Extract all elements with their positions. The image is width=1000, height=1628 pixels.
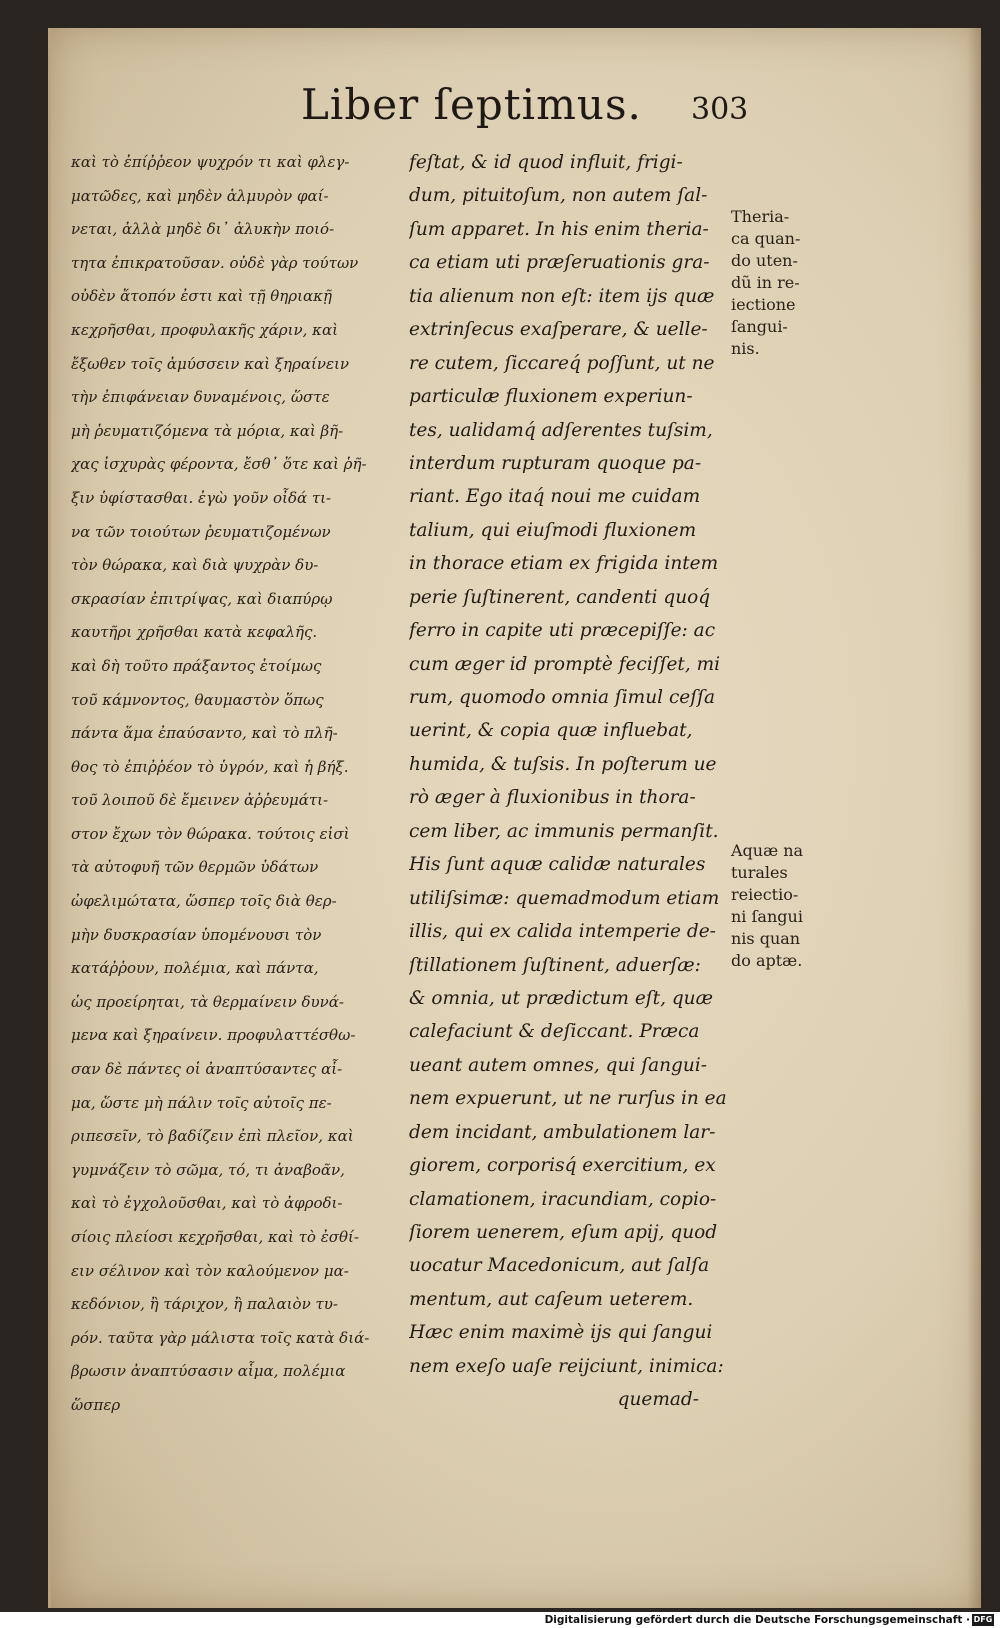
note2-line: reiectio- xyxy=(731,885,799,904)
latin-line: uocatur Macedonicum, aut ſalſa xyxy=(409,1255,710,1277)
latin-line: nem expuerunt, ut ne rurſus in ea xyxy=(409,1088,727,1110)
note2-line: do aptæ. xyxy=(731,951,803,970)
greek-line: καυτῆρι χρῆσθαι κατὰ κεφαλῆς. xyxy=(71,623,318,642)
latin-line: tia alienum non eſt: item ijs quæ xyxy=(409,285,715,307)
latin-line: mentum, aut caſeum ueterem. xyxy=(409,1288,694,1310)
greek-line: βρωσιν ἀναπτύσασιν αἷμα, πολέμια xyxy=(71,1362,346,1381)
running-title: Liber ſeptimus. xyxy=(301,80,642,129)
latin-line: clamationem, iracundiam, copio- xyxy=(409,1188,717,1210)
greek-line: τοῦ κάμνοντος, θαυμαστὸν ὅπως xyxy=(71,690,324,709)
greek-line: να τῶν τοιούτων ῥευματιζομένων xyxy=(71,522,331,541)
footer-credit-text: Digitalisierung gefördert durch die Deutsche Forschungsgemeinschaft · xyxy=(544,1614,970,1626)
latin-line: giorem, corporisq́ exercitium, ex xyxy=(409,1155,716,1177)
greek-line: τοῦ λοιποῦ δὲ ἔμεινεν ἀῤῥευμάτι- xyxy=(71,791,329,810)
greek-line: οὐδὲν ἄτοπόν ἐστι καὶ τῇ θηριακῇ xyxy=(71,287,332,306)
greek-line: ὡς προείρηται, τὰ θερμαίνειν δυνά- xyxy=(71,992,344,1011)
greek-line: γυμνάζειν τὸ σῶμα, τό, τι ἀναβοᾶν, xyxy=(71,1160,345,1179)
note1-line: dũ in re- xyxy=(731,273,800,292)
greek-line: τὴν ἐπιφάνειαν δυναμένοις, ὥστε xyxy=(71,388,330,407)
note2-line: nis quan xyxy=(731,929,801,948)
latin-line: cum æger id promptè feciſſet, mi xyxy=(409,653,721,675)
note2-line: Aquæ na xyxy=(731,841,804,860)
greek-line: τητα ἐπικρατοῦσαν. οὐδὲ γὰρ τούτων xyxy=(71,253,359,272)
latin-line: dum, pituitoſum, non autem ſal- xyxy=(409,185,708,207)
latin-line: re cutem, ſiccareq́ poſſunt, ut ne xyxy=(409,352,715,374)
greek-line: κατάῤῥουν, πολέμια, καὶ πάντα, xyxy=(71,959,319,978)
page-edge-shadow xyxy=(967,28,981,1608)
latin-line: rò æger à fluxionibus in thora- xyxy=(409,787,696,809)
dfg-logo: DFG xyxy=(973,1615,993,1624)
greek-line: καὶ δὴ τοῦτο πράξαντος ἑτοίμως xyxy=(71,656,322,675)
greek-line: ὠφελιμώτατα, ὥσπερ τοῖς διὰ θερ- xyxy=(71,892,337,911)
greek-line: πάντα ἅμα ἐπαύσαντο, καὶ τὸ πλῆ- xyxy=(71,724,338,743)
greek-line: θος τὸ ἐπιῤῥέον τὸ ὑγρόν, καὶ ἡ βήξ. xyxy=(71,757,349,776)
greek-line: ριπεσεῖν, τὸ βαδίζειν ἐπὶ πλεῖον, καὶ xyxy=(71,1127,354,1146)
greek-line: τὰ αὐτοφυῆ τῶν θερμῶν ὑδάτων xyxy=(71,858,319,877)
greek-line: τὸν θώρακα, καὶ διὰ ψυχρὰν δυ- xyxy=(71,556,319,575)
note1-line: do uten- xyxy=(731,251,798,270)
note1-line: Theria- xyxy=(731,207,790,226)
book-page xyxy=(48,28,981,1608)
margin-note-aquae xyxy=(731,840,841,972)
latin-line: perie ſuſtinerent, candenti quoq́ xyxy=(409,586,711,608)
greek-line: νεται, ἀλλὰ μηδὲ δι᾽ ἁλυκὴν ποιό- xyxy=(71,220,335,239)
greek-line: μενα καὶ ξηραίνειν. προφυλαττέσθω- xyxy=(71,1026,356,1045)
latin-line: nem exeſo uaſe reijciunt, inimica: xyxy=(409,1355,724,1377)
latin-line: interdum rupturam quoque pa- xyxy=(409,452,702,474)
greek-line: ματῶδες, καὶ μηδὲν ἁλμυρὸν φαί- xyxy=(71,186,329,205)
note1-line: ſangui- xyxy=(731,317,788,336)
latin-line: extrinſecus exaſperare, & uelle- xyxy=(409,319,708,341)
greek-line: ρόν. ταῦτα γὰρ μάλιστα τοῖς κατὰ διά- xyxy=(71,1328,370,1347)
greek-line: κεχρῆσθαι, προφυλακῆς χάριν, καὶ xyxy=(71,320,338,339)
latin-line: humida, & tuſsis. In poſterum ue xyxy=(409,753,717,775)
latin-line: ca etiam uti præſeruationis gra- xyxy=(409,252,710,274)
greek-line: ξιν ὑφίστασθαι. ἐγὼ γοῦν οἶδά τι- xyxy=(71,488,332,507)
greek-line: σκρασίαν ἐπιτρίψας, καὶ διαπύρῳ xyxy=(71,589,333,608)
greek-line: μα, ὥστε μὴ πάλιν τοῖς αὐτοῖς πε- xyxy=(71,1093,332,1112)
latin-text-column xyxy=(409,146,739,1417)
latin-line: Hæc enim maximè ijs qui ſangui xyxy=(409,1322,713,1344)
greek-line: καὶ τὸ ἐπίῤῥεον ψυχρόν τι καὶ φλεγ- xyxy=(71,153,350,171)
digitization-footer xyxy=(0,1612,1000,1628)
greek-line: χας ἰσχυρὰς φέροντα, ἔσθ᾽ ὅτε καὶ ῥῆ- xyxy=(71,455,367,474)
greek-line: σίοις πλείοσι κεχρῆσθαι, καὶ τὸ ἐσθί- xyxy=(71,1228,359,1246)
latin-line: ueant autem omnes, qui ſangui- xyxy=(409,1054,707,1076)
greek-text-column xyxy=(71,146,413,1423)
latin-line: & omnia, ut prædictum eſt, quæ xyxy=(409,987,713,1009)
latin-line: utiliſsimæ: quemadmodum etiam xyxy=(409,887,720,909)
folio-number: 303 xyxy=(691,92,749,127)
latin-line: tes, ualidamq́ adſerentes tuſsim, xyxy=(409,419,713,441)
note2-line: turales xyxy=(731,863,788,882)
latin-line: calefaciunt & deſiccant. Præca xyxy=(409,1021,700,1043)
greek-line: στον ἔχων τὸν θώρακα. τούτοις εἰσὶ xyxy=(71,824,350,843)
greek-line: μὴ ῥευματιζόμενα τὰ μόρια, καὶ βῆ- xyxy=(71,421,344,440)
greek-line: σαν δὲ πάντες οἱ ἀναπτύσαντες αἷ- xyxy=(71,1060,343,1079)
note1-line: iectione xyxy=(731,295,796,314)
latin-line: rum, quomodo omnia ſimul ceſſa xyxy=(409,687,715,708)
latin-line: ſiorem uenerem, eſum apij, quod xyxy=(409,1222,718,1243)
latin-line: ſum apparet. In his enim theria- xyxy=(409,218,709,240)
latin-line: cem liber, ac immunis permanſit. xyxy=(409,820,719,842)
latin-line: riant. Ego itaq́ noui me cuidam xyxy=(409,486,701,508)
latin-line: feſtat, & id quod influit, frigi- xyxy=(409,152,683,173)
latin-line: His ſunt aquæ calidæ naturales xyxy=(409,854,706,876)
latin-line: particulæ fluxionem experiun- xyxy=(409,386,693,408)
note1-line: ca quan- xyxy=(731,229,801,248)
greek-line: ἔξωθεν τοῖς ἀμύσσειν καὶ ξηραίνειν xyxy=(71,354,350,373)
latin-line: talium, qui eiuſmodi fluxionem xyxy=(409,519,697,541)
latin-line: quemad- xyxy=(617,1389,699,1411)
latin-line: dem incidant, ambulationem lar- xyxy=(409,1121,716,1143)
note2-line: ni ſangui xyxy=(731,907,803,926)
latin-line: uerint, & copia quæ influebat, xyxy=(409,720,693,742)
latin-line: ſtillationem ſuſtinent, aduerſæ: xyxy=(409,954,701,976)
latin-line: illis, qui ex calida intemperie de- xyxy=(409,921,716,943)
greek-line: καὶ τὸ ἐγχολοῦσθαι, καὶ τὸ ἀφροδι- xyxy=(71,1194,343,1213)
greek-line: μὴν δυσκρασίαν ὑπομένουσι τὸν xyxy=(71,925,322,944)
latin-line: ferro in capite uti præcepiſſe: ac xyxy=(409,620,716,642)
greek-line: ὥσπερ xyxy=(71,1395,121,1414)
greek-line: ειν σέλινον καὶ τὸν καλούμενον μα- xyxy=(71,1261,349,1280)
greek-line: κεδόνιον, ἢ τάριχον, ἢ παλαιὸν τυ- xyxy=(71,1295,338,1314)
margin-note-theriaca xyxy=(731,206,841,360)
latin-line: in thorace etiam ex frigida intem xyxy=(409,553,719,575)
note1-line: nis. xyxy=(731,339,760,358)
